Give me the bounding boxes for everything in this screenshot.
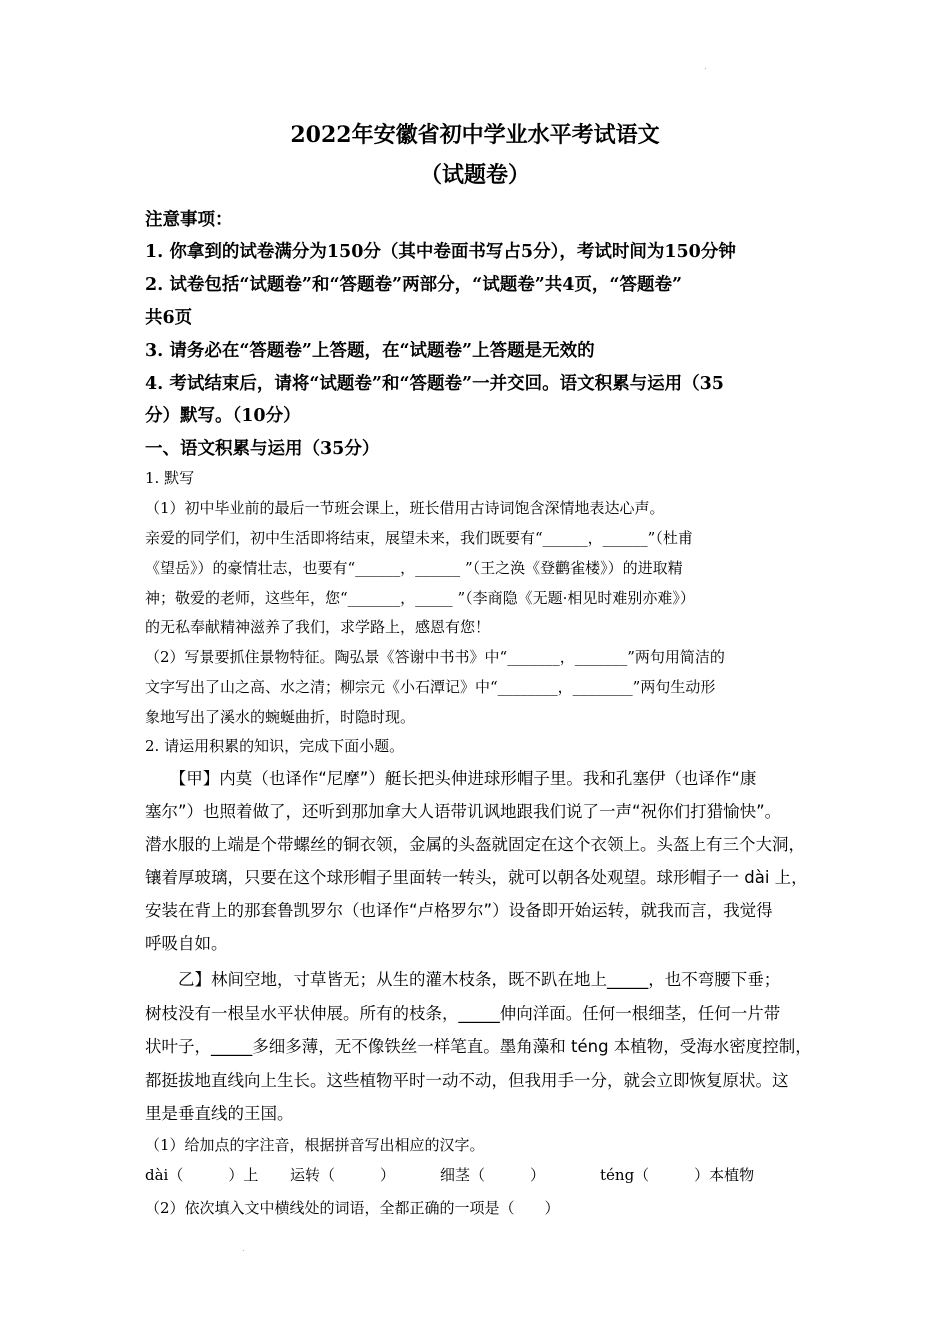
passage-jia-line: 镶着厚玻璃，只要在这个球形帽子里面转一转头，就可以朝各处观望。球形帽子一 dài 上，: [145, 868, 808, 887]
question-2-label: 2. 请运用积累的知识，完成下面小题。: [145, 737, 405, 755]
question-1-label: 1. 默写: [145, 469, 195, 487]
notice-line: 4. 考试结束后，请将“试题卷”和“答题卷”一并交回。语文积累与运用（35: [145, 374, 724, 394]
exam-subtitle: （试题卷）: [419, 162, 530, 188]
question-1-line: （1）初中毕业前的最后一节班会课上，班长借用古诗词饱含深情地表达心声。: [145, 499, 665, 517]
passage-jia-line: 塞尔”）也照着做了，还听到那加拿大人语带讥讽地跟我们说了一声“祝你们打猎愉快”。: [145, 802, 782, 821]
notice-heading: 注意事项：: [145, 210, 233, 230]
notice-line: 3. 请务必在“答题卷”上答题，在“试题卷”上答题是无效的: [145, 341, 595, 361]
sub-question-2: （2）依次填入文中横线处的词语，全都正确的一项是（ ）: [145, 1199, 560, 1217]
question-1-line: 的无私奉献精神滋养了我们，求学路上，感恩有您！: [145, 618, 491, 636]
passage-jia-line: 呼吸自如。: [145, 934, 228, 953]
notice-line: 分）默写。（10分）: [145, 406, 301, 426]
question-1-line: 亲爱的同学们，初中生活即将结束，展望未来，我们既要有“______，______”（杜甫: [145, 529, 693, 547]
question-1-line: 神；敬爱的老师，这些年，您“_______，_____ ”（李商隐《无题·相见时难别亦难》）: [145, 589, 695, 607]
notice-line: 1. 你拿到的试卷满分为150分（其中卷面书写占5分），考试时间为150分钟: [145, 242, 736, 262]
question-1-line: 文字写出了山之高、水之清；柳宗元《小石潭记》中“________，________”两句生动形: [145, 678, 716, 696]
sub-question-1: （1）给加点的字注音，根据拼音写出相应的汉字。: [145, 1136, 485, 1154]
exam-title: 2022年安徽省初中学业水平考试语文: [290, 122, 660, 148]
notice-line: 2. 试卷包括“试题卷”和“答题卷”两部分，“试题卷”共4页，“答题卷”: [145, 275, 683, 295]
pinyin-item: 细茎（ ）: [440, 1166, 546, 1184]
passage-jia-line: 安装在背上的那套鲁凯罗尔（也译作“卢格罗尔”）设备即开始运转，就我而言，我觉得: [145, 901, 773, 920]
passage-jia-line: 【甲】内莫（也译作“尼摩”）艇长把头伸进球形帽子里。我和孔塞伊（也译作“康: [145, 769, 757, 788]
question-1-line: （2）写景要抓住景物特征。陶弘景《答谢中书书》中“_______，_______”两句用简洁的: [145, 648, 725, 666]
pinyin-item: 运转（ ）: [290, 1166, 396, 1184]
question-1-line: 《望岳》）的豪情壮志，也要有“______，______ ”（王之涣《登鹳雀楼》）的进取精: [145, 559, 683, 577]
passage-yi-line: 都挺拔地直线向上生长。这些植物平时一动不动，但我用手一分，就会立即恢复原状。这: [145, 1071, 789, 1090]
pinyin-item: dài（ ）上: [145, 1166, 259, 1184]
pinyin-item: téng（ ）本植物: [600, 1166, 755, 1184]
passage-yi-line: 里是垂直线的王国。: [145, 1104, 294, 1123]
section-heading: 一、语文积累与运用（35分）: [145, 439, 380, 459]
passage-yi-line: 乙】林间空地，寸草皆无；从生的灌木枝条，既不趴在地上_____，也不弯腰下垂；: [145, 970, 781, 989]
passage-yi-line: 树枝没有一根呈水平状伸展。所有的枝条，_____伸向洋面。任何一根细茎，任何一片带: [145, 1004, 781, 1023]
page-mark-dot: .: [704, 62, 707, 71]
question-1-line: 象地写出了溪水的蜿蜒曲折，时隐时现。: [145, 708, 416, 726]
passage-yi-line: 状叶子，_____多细多薄，无不像铁丝一样笔直。墨角藻和 téng 本植物，受海水密度控制，: [145, 1037, 812, 1056]
page-mark-dot: .: [242, 1244, 245, 1253]
notice-line: 共6页: [145, 308, 193, 328]
passage-jia-line: 潜水服的上端是个带螺丝的铜衣领，金属的头盔就固定在这个衣领上。头盔上有三个大洞，: [145, 835, 805, 854]
